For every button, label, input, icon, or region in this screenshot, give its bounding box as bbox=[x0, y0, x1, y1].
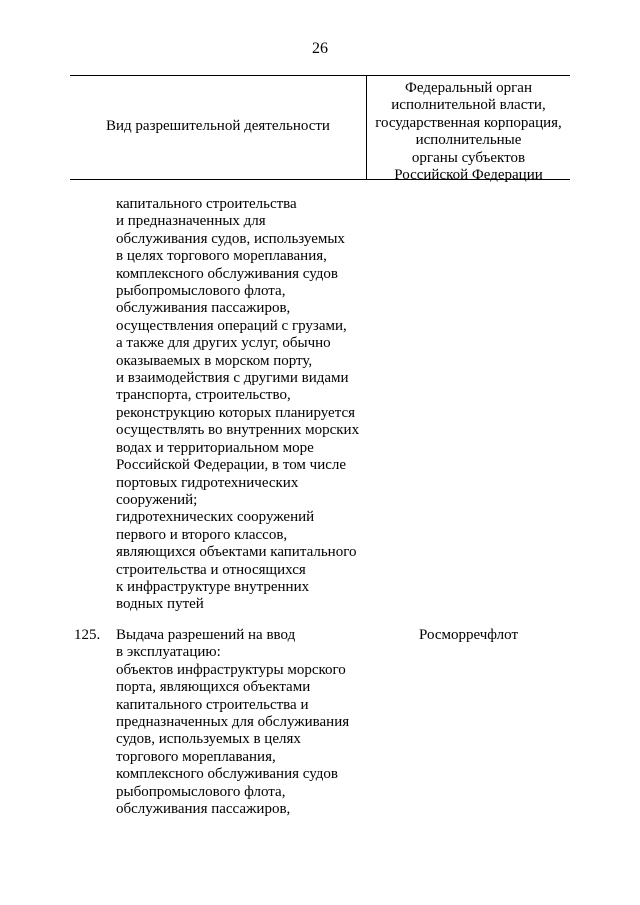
entry-authority: Росморречфлот bbox=[418, 627, 518, 643]
entry-text-line: торгового мореплавания, bbox=[116, 748, 276, 765]
text-line: к инфраструктуре внутренних bbox=[116, 578, 310, 595]
text-line: водных путей bbox=[116, 596, 204, 613]
text-line: рыбопромыслового флота, bbox=[116, 283, 286, 300]
continuation-text bbox=[116, 196, 359, 614]
entry-text-line: судов, используемых в целях bbox=[116, 731, 301, 748]
text-line: и взаимодействия с другими видами bbox=[116, 370, 349, 387]
header-authority-line: государственная корпорация, bbox=[375, 114, 562, 131]
text-line: гидротехнических сооружений bbox=[116, 509, 315, 526]
text-line: а также для других услуг, обычно bbox=[116, 335, 331, 352]
text-line: реконструкцию которых планируется bbox=[116, 404, 356, 421]
entry-text-line: в эксплуатацию: bbox=[116, 644, 221, 661]
text-line: обслуживания пассажиров, bbox=[116, 300, 291, 317]
text-line: портовых гидротехнических bbox=[116, 474, 299, 491]
entry-description bbox=[116, 627, 349, 818]
text-line: в целях торгового мореплавания, bbox=[116, 248, 327, 265]
text-line: капитального строительства bbox=[116, 196, 297, 212]
text-line: осуществлять во внутренних морских bbox=[116, 422, 360, 439]
entry-text-line: порта, являющихся объектами bbox=[116, 679, 311, 696]
entry-number: 125. bbox=[74, 627, 101, 643]
text-line: являющихся объектами капитального bbox=[116, 544, 357, 561]
text-line: обслуживания судов, используемых bbox=[116, 230, 345, 247]
header-authority-line: исполнительные bbox=[415, 132, 522, 149]
text-line: и предназначенных для bbox=[116, 213, 266, 230]
entry-text-line: Выдача разрешений на ввод bbox=[116, 627, 296, 643]
entry-text-line: объектов инфраструктуры морского bbox=[116, 661, 346, 678]
page-number: 26 bbox=[312, 40, 328, 57]
text-line: Российской Федерации, в том числе bbox=[116, 457, 347, 474]
header-authority-line: органы субъектов bbox=[411, 149, 526, 166]
entry-text-line: рыбопромыслового флота, bbox=[116, 783, 286, 800]
text-line: транспорта, строительство, bbox=[116, 387, 291, 404]
entry-text-line: предназначенных для обслуживания bbox=[116, 714, 350, 731]
text-line: первого и второго классов, bbox=[116, 526, 288, 543]
entry-text-line: комплексного обслуживания судов bbox=[116, 766, 338, 783]
header-activity-type: Вид разрешительной деятельности bbox=[106, 118, 330, 135]
header-authority-line: Федеральный орган bbox=[405, 80, 532, 96]
text-line: оказываемых в морском порту, bbox=[116, 352, 313, 369]
text-line: строительства и относящихся bbox=[116, 561, 306, 578]
text-line: водах и территориальном море bbox=[116, 439, 314, 456]
entry-text-line: капитального строительства и bbox=[116, 696, 309, 713]
text-line: комплексного обслуживания судов bbox=[116, 265, 338, 282]
header-authority bbox=[367, 80, 570, 184]
text-line: осуществления операций с грузами, bbox=[116, 317, 347, 334]
header-authority-line: Российской Федерации bbox=[394, 167, 543, 184]
text-line: сооружений; bbox=[116, 491, 198, 508]
entry-text-line: обслуживания пассажиров, bbox=[116, 801, 291, 818]
header-authority-line: исполнительной власти, bbox=[391, 97, 546, 114]
